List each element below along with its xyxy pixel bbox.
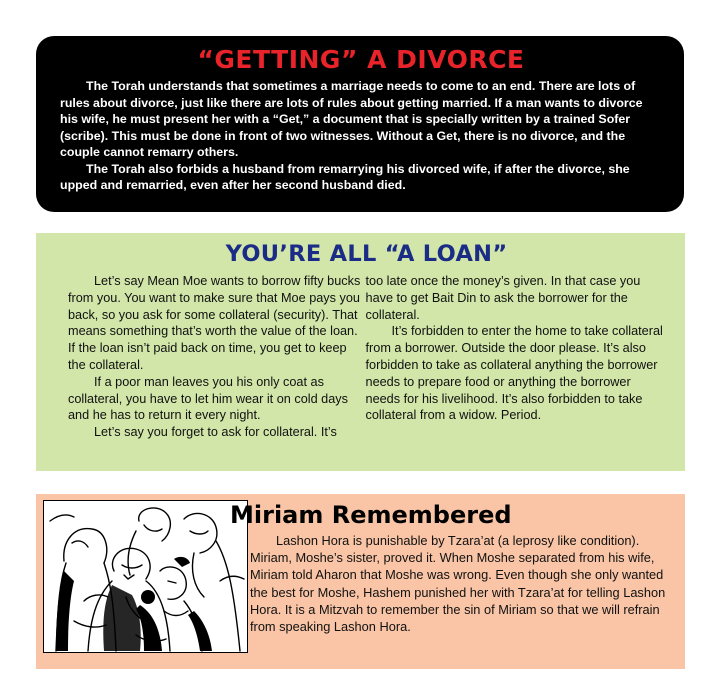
loan-paragraph-continued: too late once the money’s given. In that case you have to get Bait Din to ask the borrower for the collateral.	[365, 274, 641, 322]
loan-paragraph: It’s forbidden to enter the home to take collateral from a borrower. Outside the door please. It’s also forbidden to take as collateral anything the borrower needs to prepare food or anything the borrower needs for his livelihood. It’s also forbidden to take collateral from a widow. Period.	[365, 324, 663, 423]
miriam-paragraph: Lashon Hora is punishable by Tzara’at (a leprosy like condition). Miriam, Moshe’s sister, proved it. When Moshe separated from his wife, Miriam told Aharon that Moshe was wrong. Even though she only wanted the best for Moshe, Hashem punished her with Tzara’at for telling Lashon Hora. It is a Mitzvah to remember the sin of Miriam so that we will refrain from speaking Lashon Hora.	[250, 533, 666, 635]
miriam-title: Miriam Remembered	[230, 501, 512, 529]
miriam-panel	[36, 494, 685, 669]
divorce-panel	[36, 36, 684, 212]
miriam-text	[250, 532, 670, 635]
loan-title: YOU’RE ALL “A LOAN”	[225, 241, 508, 267]
line-drawing-illustration	[44, 501, 247, 652]
miriam-illustration	[43, 500, 248, 653]
loan-column-left	[68, 273, 366, 441]
loan-column-right	[366, 273, 665, 441]
divorce-paragraph-2: The Torah also forbids a husband from remarrying his divorced wife, if after the divorce, she upped and remarried, even after her second husband died.	[60, 161, 630, 192]
loan-paragraph: Let’s say Mean Moe wants to borrow fifty bucks from you. You want to make sure that Moe pays you back, so you ask for some collateral (security). That means something that’s worth the value of the loan. If the loan isn’t paid back on time, you get to keep the collateral.	[68, 274, 361, 372]
divorce-title: “GETTING” A DIVORCE	[197, 45, 525, 74]
loan-paragraph: Let’s say you forget to ask for collateral. It’s	[94, 425, 337, 440]
loan-columns	[68, 273, 665, 441]
loan-paragraph: If a poor man leaves you his only coat as collateral, you have to let him wear it on cold days and he has to return it every night.	[68, 374, 348, 423]
loan-panel	[36, 233, 685, 471]
divorce-paragraph-1: The Torah understands that sometimes a marriage needs to come to an end. There are lots of rules about divorce, just like there are lots of rules about getting married. If a man wants to divorce his wife, he must present her with a “Get,” a document that is specially written by a trained Sofer (scribe). This must be done in front of two witnesses. Without a Get, there is no divorce, and the couple cannot remarry others.	[60, 79, 643, 159]
